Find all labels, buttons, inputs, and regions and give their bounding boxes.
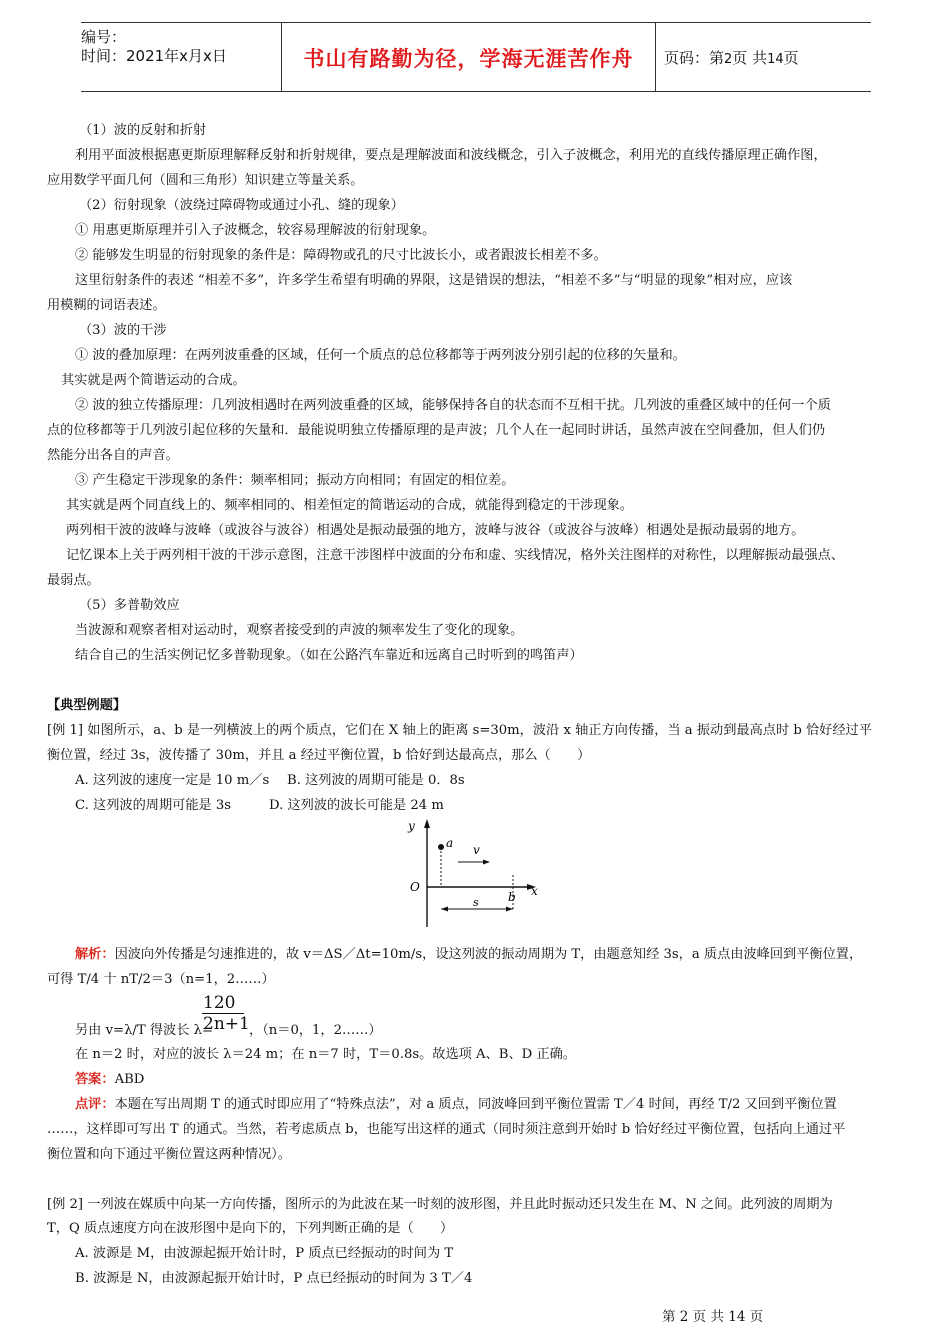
fig-label-x: x	[531, 884, 538, 898]
analysis-line	[75, 946, 862, 964]
answer-value: ABD	[114, 1072, 145, 1087]
answer-line	[75, 1071, 144, 1089]
header-info-cell	[81, 23, 281, 91]
analysis-label: 解析：	[75, 947, 115, 962]
velocity-arrow-icon	[483, 860, 490, 865]
answer-label: 答案：	[75, 1072, 115, 1087]
text-line: 应用数学平面几何（圆和三角形）知识建立等量关系。	[47, 173, 364, 188]
section-heading: 【典型例题】	[47, 698, 127, 713]
text-line: （3）波的干涉	[79, 323, 167, 338]
text-line: 记忆课本上关于两列相干波的干涉示意图，注意干涉图样中波面的分布和虚、实线情况，格外关注图样的对称性，以理解振动最强点、	[66, 548, 845, 563]
text-line: ① 波的叠加原理：在两列波重叠的区域，任何一个质点的总位移都等于两列波分别引起的位移的矢量和。	[75, 348, 686, 363]
text-line: 当波源和观察者相对运动时，观察者接受到的声波的频率发生了变化的现象。	[75, 623, 524, 638]
analysis-line: 可得 T/4 十 nT/2＝3（n=1，2……）	[47, 972, 275, 987]
text-line: 最弱点。	[47, 573, 100, 588]
fig-label-y: y	[408, 819, 415, 833]
analysis-text: 因波向外传播是匀速推进的，故 v＝ΔS／Δt=10m/s，设这列波的振动周期为 T，由题意知经 3s，a 质点由波峰回到平衡位置，	[114, 947, 863, 962]
ex1-question-line: 衡位置，经过 3s，波传播了 30m，并且 a 经过平衡位置，b 恰好到达最高点，那么（ ）	[47, 748, 591, 763]
text-line: ③ 产生稳定干涉现象的条件：频率相同；振动方向相同；有固定的相位差。	[75, 473, 515, 488]
ex2-question-line: T，Q 质点速度方向在波形图中是向下的，下列判断正确的是（ ）	[47, 1221, 454, 1236]
fraction-numerator: 120	[203, 993, 236, 1013]
text-line: 其实就是两个同直线上的、频率相同的、相差恒定的简谐运动的合成，就能得到稳定的干涉现象。	[66, 498, 634, 513]
ex2-question-line: [例 2] 一列波在媒质中向某一方向传播，图所示的为此波在某一时刻的波形图，并且此时振动还只发生在 M、N 之间。此列波的周期为	[47, 1197, 833, 1212]
text-line: 其实就是两个简谐运动的合成。	[61, 373, 246, 388]
time-line: 时间：2021年x月x日	[81, 47, 227, 65]
text-line: 结合自己的生活实例记忆多普勒现象。（如在公路汽车靠近和远离自己时听到的鸣笛声）	[75, 648, 583, 663]
page-total: 14	[767, 52, 784, 67]
fraction-denominator: 2n+1	[203, 1014, 250, 1034]
fig-label-v: v	[473, 843, 480, 857]
text-line: 点的位移都等于几列波引起位移的矢量和．最能说明独立传播原理的是声波；几个人在一起同时讲话，虽然声波在空间叠加，但人们仍	[47, 423, 826, 438]
fig-label-origin: O	[410, 880, 420, 894]
page-header	[81, 22, 871, 92]
fig-label-b: b	[508, 890, 516, 904]
text-line: 两列相干波的波峰与波峰（或波谷与波谷）相遇处是振动最强的地方，波峰与波谷（或波谷与波峰）相遇处是振动最弱的地方。	[66, 523, 805, 538]
text-line: （2）衍射现象（波绕过障碍物或通过小孔、缝的现象）	[79, 198, 404, 213]
analysis-line: 在 n＝2 时，对应的波长 λ＝24 m；在 n＝7 时，T＝0.8s。故选项 A、B、D 正确。	[75, 1047, 576, 1062]
text-line: ② 波的独立传播原理：几列波相遇时在两列波重叠的区域，能够保持各自的状态而不互相干扰。几列波的重叠区域中的任何一个质	[75, 398, 831, 413]
header-page-cell	[656, 23, 871, 91]
ex1-option-d: D. 这列波的波长可能是 24 m	[269, 798, 444, 813]
analysis-line: ，（n＝0，1，2……）	[249, 1023, 382, 1038]
text-line: ① 用惠更斯原理并引入子波概念，较容易理解波的衍射现象。	[75, 223, 436, 238]
point-a	[438, 844, 444, 850]
ex2-option-a: A. 波源是 M，由波源起振开始计时，P 质点已经振动的时间为 T	[75, 1246, 454, 1261]
text-line: 用模糊的词语表述。	[47, 298, 166, 313]
ex1-option-b: B. 这列波的周期可能是 0．8s	[287, 773, 465, 788]
text-line: （5）多普勒效应	[79, 598, 180, 613]
header-slogan-cell	[281, 23, 656, 91]
text-line: 利用平面波根据惠更斯原理解释反射和折射规律，要点是理解波面和波线概念，引入子波概念，利用光的直线传播原理正确作图，	[75, 148, 827, 163]
page-footer: 第 2 页 共 14 页	[662, 1309, 764, 1325]
fig-label-a: a	[446, 836, 454, 850]
page-code-suffix: 页	[783, 49, 799, 67]
distance-left-arrow-icon	[441, 907, 448, 912]
page-code-mid: 页 共	[732, 49, 768, 67]
text-line: 然能分出各自的声音。	[47, 448, 179, 463]
text-line: （1）波的反射和折射	[79, 123, 207, 138]
ex1-option-c: C. 这列波的周期可能是 3s	[75, 798, 232, 813]
ex1-question-line: [例 1] 如图所示，a、b 是一列横波上的两个质点，它们在 X 轴上的距离 s=30m，波沿 x 轴正方向传播，当 a 振动到最高点时 b 恰好经过平	[47, 723, 872, 738]
number-label: 编号：	[81, 28, 127, 46]
y-axis-arrow-icon	[424, 819, 430, 828]
comment-line: 衡位置和向下通过平衡位置这两种情况）。	[47, 1147, 291, 1162]
wave-figure	[400, 815, 546, 932]
comment-label: 点评：	[75, 1097, 115, 1112]
comment-line	[75, 1096, 837, 1114]
ex1-option-a: A. 这列波的速度一定是 10 m／s	[75, 773, 270, 788]
comment-text: 本题在写出周期 T 的通式时即应用了“特殊点法”，对 a 质点，同波峰回到平衡位置需 T／4 时间，再经 T/2 又回到平衡位置	[114, 1097, 837, 1112]
page-current: 2	[724, 52, 733, 67]
fig-label-s: s	[473, 896, 479, 909]
slogan: 书山有路勤为径，学海无涯苦作舟	[303, 46, 634, 71]
page-code-prefix: 页码：第	[664, 49, 725, 67]
page-code	[664, 47, 799, 68]
distance-right-arrow-icon	[506, 907, 513, 912]
comment-line: ……，这样即可写出 T 的通式。当然，若考虑质点 b，也能写出这样的通式（同时须注意到开始时 b 恰好经过平衡位置，包括向上通过平	[47, 1122, 846, 1137]
analysis-line: 另由 v=λ/T 得波长 λ=	[75, 1023, 214, 1038]
text-line: 这里衍射条件的表述 “相差不多”，许多学生希望有明确的界限，这是错误的想法，“相差不多”与“明显的现象”相对应，应该	[75, 273, 793, 288]
text-line: ② 能够发生明显的衍射现象的条件是：障碍物或孔的尺寸比波长小，或者跟波长相差不多。	[75, 248, 607, 263]
ex2-option-b: B. 波源是 N，由波源起振开始计时，P 点已经振动的时间为 3 T／4	[75, 1271, 473, 1286]
